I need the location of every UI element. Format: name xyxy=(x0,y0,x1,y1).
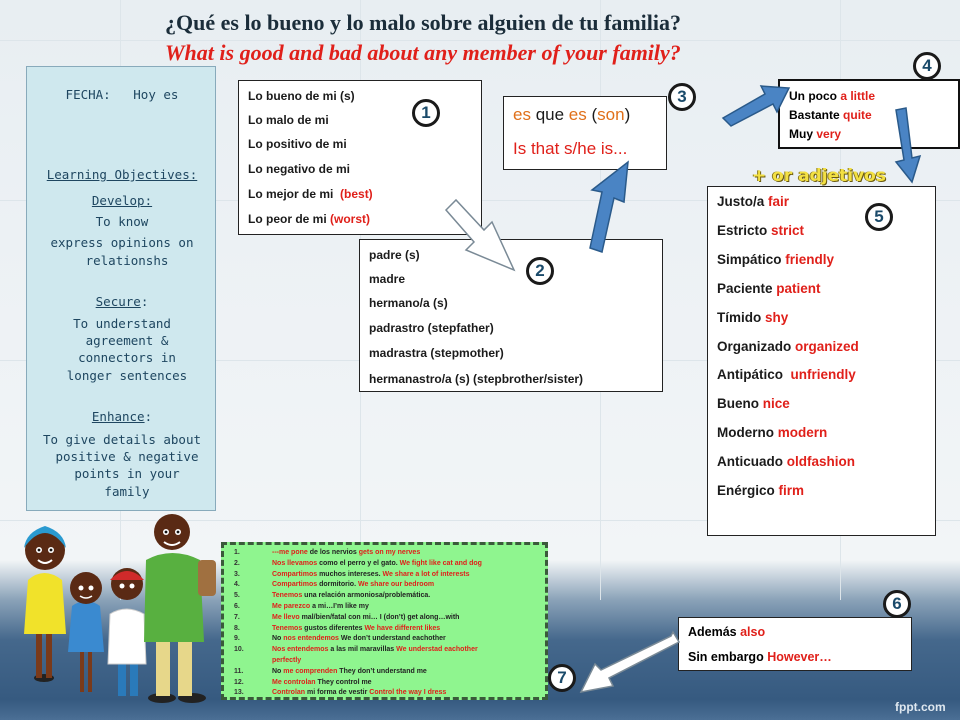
secure-line: agreement & xyxy=(85,333,169,348)
arrow-box1-to-box2 xyxy=(440,196,520,278)
phrase-part: ---me pone xyxy=(272,549,308,556)
adjectives-heading: + or adjetivos xyxy=(752,166,886,186)
phrase-part: Nos entendemos xyxy=(272,646,329,654)
secure-line: To understand xyxy=(73,316,171,331)
box-1-item: Lo negativo de mi xyxy=(248,162,351,176)
phrase-part: Me parezco xyxy=(272,603,311,610)
phrase-part: Controlan xyxy=(272,689,306,697)
phrase-part: No xyxy=(272,667,284,675)
learning-objectives-panel xyxy=(26,66,216,511)
box-2-item: padre (s) xyxy=(369,248,420,262)
phrase-part: We fight like cat and dog xyxy=(399,559,482,567)
phrase-part: Tenemos xyxy=(272,624,303,632)
box-3-line-1: es que es (son) xyxy=(513,105,631,124)
phrase-part: mal/bien/fatal con mi… I (don’t) get along…with xyxy=(299,613,460,621)
enhance-line: To give details about xyxy=(42,432,202,447)
fecha-label: FECHA: Hoy es xyxy=(65,87,179,102)
box-5-item: Justo/a fair xyxy=(717,194,790,209)
box-4-item: Muy very xyxy=(789,127,842,141)
phrase-number: 6. xyxy=(234,603,240,610)
box-5-item: Anticuado oldfashion xyxy=(717,454,855,469)
box-5-item: Bueno nice xyxy=(717,396,790,411)
phrase-part: Compartimos xyxy=(272,581,318,589)
box-5-item: Paciente patient xyxy=(717,281,821,296)
develop-line: To know xyxy=(95,214,149,229)
family-illustration xyxy=(14,510,224,710)
phrase-part: We understad eachother xyxy=(396,646,478,654)
box-5-item: Estricto strict xyxy=(717,223,805,238)
phrase-number: 2. xyxy=(234,559,240,567)
phrase-part: muchos intereses. xyxy=(317,570,383,578)
arrow-box3-to-box4 xyxy=(719,80,793,130)
box-4-item: Bastante quite xyxy=(789,108,872,122)
phrase-item xyxy=(230,679,372,686)
box-1-item: Lo peor de mi (worst) xyxy=(248,212,371,226)
box-5-item: Simpático friendly xyxy=(717,252,835,267)
phrase-item xyxy=(230,657,301,664)
box-4-item: Un poco a little xyxy=(789,89,876,103)
arrow-box6-to-box7 xyxy=(573,628,681,696)
phrase-number: 5. xyxy=(234,592,240,600)
number-badge-3: 3 xyxy=(668,83,696,111)
number-badge-7: 7 xyxy=(548,664,576,692)
box-5-item: Tímido shy xyxy=(717,310,789,325)
phrase-number: 13. xyxy=(234,689,244,697)
enhance-line: positive & negative xyxy=(55,449,199,464)
phrase-part: dormitorio. xyxy=(317,581,358,589)
phrase-number: 9. xyxy=(234,635,240,643)
phrase-part: de los nervios xyxy=(307,549,359,556)
phrase-item xyxy=(230,549,420,556)
enhance-label: Enhance: xyxy=(91,409,153,424)
phrase-item xyxy=(230,614,459,621)
box-1-item: Lo malo de mi xyxy=(248,113,329,127)
phrase-part: Nos llevamos xyxy=(272,559,318,567)
phrase-part: a las mil maravillas xyxy=(328,646,397,654)
phrase-item xyxy=(230,646,478,653)
box-5-item: Enérgico firm xyxy=(717,483,805,498)
phrase-part: perfectly xyxy=(272,657,302,664)
box-2-item: madre xyxy=(369,272,406,286)
phrase-item xyxy=(230,625,440,632)
develop-line: relationshs xyxy=(85,253,169,268)
phrase-item xyxy=(230,581,434,588)
box-6-item: Además also xyxy=(688,625,766,639)
arrow-box2-to-box3 xyxy=(582,158,642,254)
box-4-intensifiers xyxy=(778,79,960,149)
phrase-part: como el perro y el gato. xyxy=(317,559,400,567)
develop-line: express opinions on xyxy=(50,235,194,250)
box-5-adjectives xyxy=(707,186,936,536)
phrase-part: Me controlan xyxy=(272,678,316,686)
box-6-item: Sin embargo However… xyxy=(688,650,832,664)
phrase-number: 7. xyxy=(234,613,240,621)
number-badge-5: 5 xyxy=(865,203,893,231)
phrase-number: 10. xyxy=(234,646,244,654)
box-1-item: Lo bueno de mi (s) xyxy=(248,89,355,103)
phrase-number: 8. xyxy=(234,624,240,632)
phrase-number: 3. xyxy=(234,570,240,578)
arrow-box4-to-box5 xyxy=(890,106,926,184)
box-2-item: madrastra (stepmother) xyxy=(369,346,504,360)
box-7-relationship-phrases xyxy=(221,542,548,700)
number-badge-4: 4 xyxy=(913,52,941,80)
phrase-part: We have different likes xyxy=(364,624,441,632)
phrase-item xyxy=(230,560,482,567)
enhance-line: points in your xyxy=(74,466,180,481)
objectives-heading: Learning Objectives: xyxy=(46,167,198,182)
phrase-part: Control the way I dress xyxy=(369,689,447,697)
phrase-part: They control me xyxy=(315,678,372,686)
phrase-number: 4. xyxy=(234,581,240,589)
secure-line: longer sentences xyxy=(66,368,188,383)
number-badge-2: 2 xyxy=(526,257,554,285)
box-5-item: Organizado organized xyxy=(717,339,859,354)
box-5-item: Antipático unfriendly xyxy=(717,367,856,382)
secure-label: Secure: xyxy=(95,294,149,309)
phrase-item xyxy=(230,668,427,675)
watermark: fppt.com xyxy=(895,700,946,714)
box-2-item: hermano/a (s) xyxy=(369,296,448,310)
phrase-number: 11. xyxy=(234,667,244,675)
number-badge-1: 1 xyxy=(412,99,440,127)
develop-label: Develop: xyxy=(91,193,153,208)
phrase-part: nos entendemos xyxy=(283,635,339,643)
phrase-number: 12. xyxy=(234,678,244,686)
box-5-item: Moderno modern xyxy=(717,425,828,440)
box-2-item: padrastro (stepfather) xyxy=(369,321,494,335)
box-2-item: hermanastro/a (s) (stepbrother/sister) xyxy=(369,372,584,386)
phrase-part: gustos diferentes xyxy=(302,624,365,632)
phrase-part: a mi…I’m like my xyxy=(310,603,369,610)
phrase-part: No xyxy=(272,635,284,643)
phrase-item xyxy=(230,571,470,578)
title-english: What is good and bad about any member of your family? xyxy=(165,40,681,65)
secure-line: connectors in xyxy=(78,350,176,365)
phrase-item xyxy=(230,603,369,610)
box-3-line-2: Is that s/he is... xyxy=(513,139,628,158)
phrase-part: gets on my nerves xyxy=(358,549,421,556)
phrase-item xyxy=(230,689,446,696)
number-badge-6: 6 xyxy=(883,590,911,618)
phrase-item xyxy=(230,592,430,599)
phrase-part: me comprenden xyxy=(283,667,338,675)
phrase-part: We share a lot of interests xyxy=(382,570,470,578)
phrase-part: We share our bedroom xyxy=(357,581,435,589)
phrase-part: mi forma de vestir xyxy=(305,689,370,697)
phrase-number: 1. xyxy=(234,549,240,556)
phrase-part: Tenemos xyxy=(272,592,303,600)
phrase-part: una relación armoniosa/problemática. xyxy=(302,592,431,600)
box-1-item: Lo positivo de mi xyxy=(248,137,347,151)
box-1-item: Lo mejor de mi (best) xyxy=(248,187,373,201)
phrase-part: Me llevo xyxy=(272,613,300,621)
phrase-item xyxy=(230,635,446,642)
enhance-line: family xyxy=(104,484,150,499)
title-spanish: ¿Qué es lo bueno y lo malo sobre alguien de tu familia? xyxy=(165,10,682,35)
phrase-part: They don’t understand me xyxy=(337,667,427,675)
phrase-part: Compartimos xyxy=(272,570,318,578)
phrase-part: We don’t understand eachother xyxy=(338,635,446,643)
box-6-connectors xyxy=(678,617,912,671)
